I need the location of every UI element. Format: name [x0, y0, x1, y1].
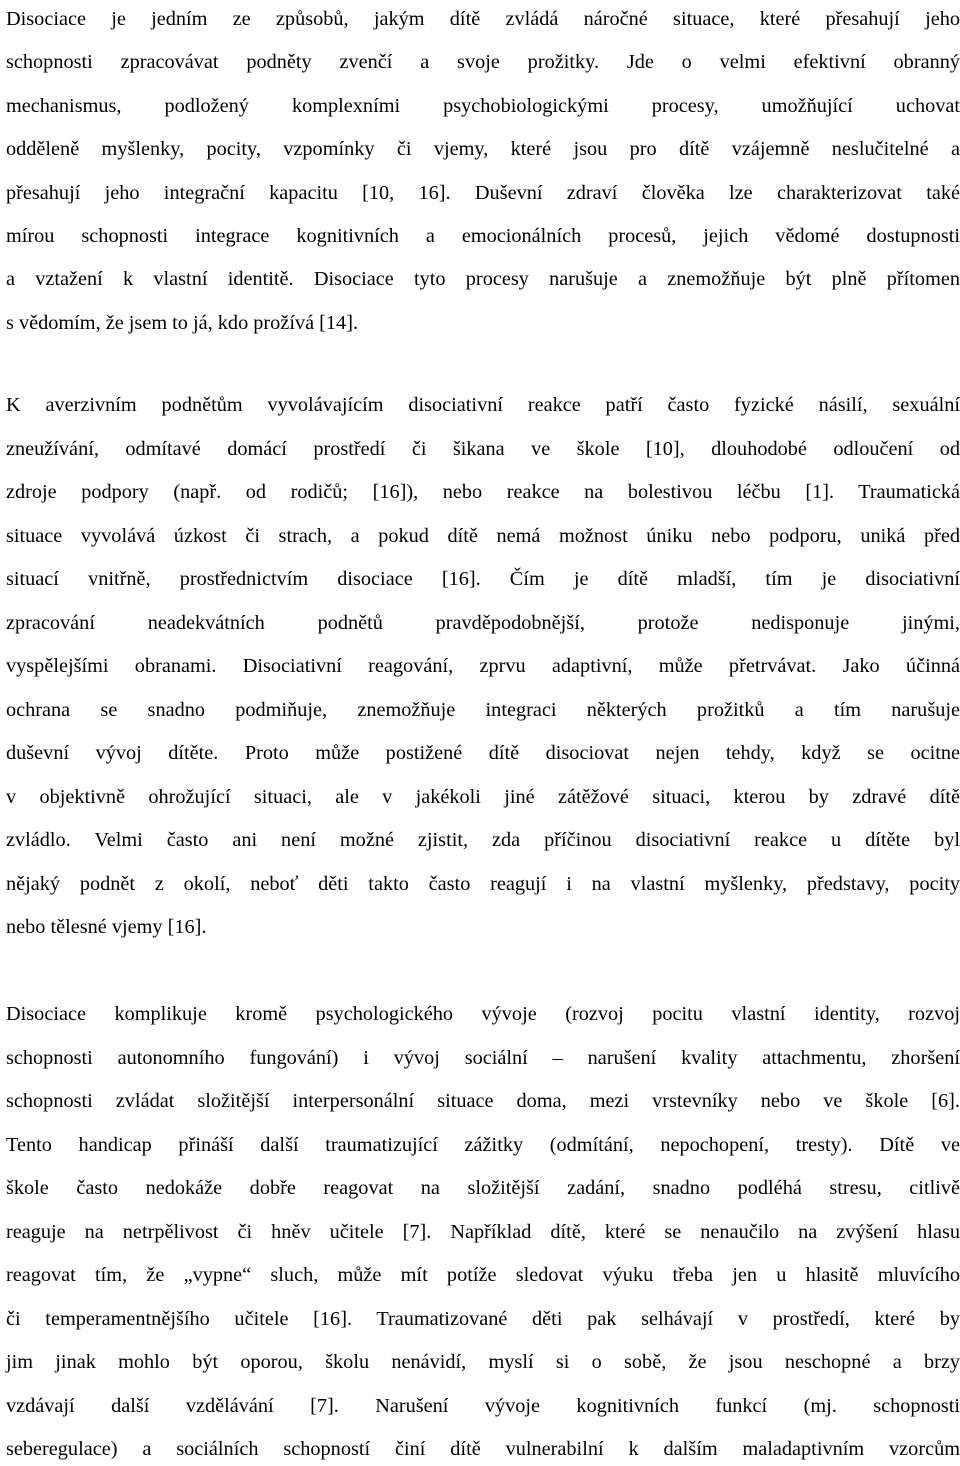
text-line: či temperamentnějšího učitele [16]. Traumatizované děti pak selhávají v prostředí, které by: [6, 1308, 960, 1330]
text-line: mechanismus, podložený komplexními psychobiologickými procesy, umožňující uchovat: [6, 95, 960, 117]
text-line: reaguje na netrpělivost či hněv učitele [7]. Například dítě, které se nenaučilo na zvýšení hlasu: [6, 1221, 960, 1243]
text-line: vzdávají další vzdělávání [7]. Narušení vývoje kognitivních funkcí (mj. schopnosti: [6, 1395, 960, 1417]
text-line: přesahují jeho integrační kapacitu [10, 16]. Duševní zdraví člověka lze charakterizovat také: [6, 182, 960, 204]
text-line: zdroje podpory (např. od rodičů; [16]), nebo reakce na bolestivou léčbu [1]. Traumatická: [6, 481, 960, 503]
text-line: zvládlo. Velmi často ani není možné zjistit, zda příčinou disociativní reakce u dítěte byl: [6, 829, 960, 851]
text-line: nebo tělesné vjemy [16].: [6, 916, 207, 938]
text-line: vyspělejšími obranami. Disociativní reagování, zprvu adaptivní, může přetrvávat. Jako účinná: [6, 655, 960, 677]
text-line: situace vyvolává úzkost či strach, a pokud dítě nemá možnost úniku nebo podporu, uniká před: [6, 525, 960, 547]
text-line: Tento handicap přináší další traumatizující zážitky (odmítání, nepochopení, tresty). Dítě ve: [6, 1134, 960, 1156]
text-line: zpracování neadekvátních podnětů pravděpodobnější, protože nedisponuje jinými,: [6, 612, 960, 634]
text-line: a vztažení k vlastní identitě. Disociace tyto procesy narušuje a znemožňuje být plně přítomen: [6, 268, 960, 290]
text-line: schopnosti autonomního fungování) i vývoj sociální – narušení kvality attachmentu, zhoršení: [6, 1047, 960, 1069]
text-line: K averzivním podnětům vyvolávajícím disociativní reakce patří často fyzické násilí, sexuální: [6, 394, 960, 416]
text-line: schopnosti zpracovávat podněty zvenčí a svoje prožitky. Jde o velmi efektivní obranný: [6, 51, 960, 73]
text-line: odděleně myšlenky, pocity, vzpomínky či vjemy, které jsou pro dítě vzájemně neslučitelné a: [6, 138, 960, 160]
text-line: seberegulace) a sociálních schopností činí dítě vulnerabilní k dalším maladaptivním vzorcům: [6, 1438, 960, 1460]
text-line: duševní vývoj dítěte. Proto může postižené dítě disociovat nejen tehdy, když se ocitne: [6, 742, 960, 764]
text-line: zneužívání, odmítavé domácí prostředí či šikana ve škole [10], dlouhodobé odloučení od: [6, 438, 960, 460]
text-line: situací vnitřně, prostřednictvím disociace [16]. Čím je dítě mladší, tím je disociativní: [6, 568, 960, 590]
text-line: v objektivně ohrožující situaci, ale v jakékoli jiné zátěžové situaci, kterou by zdravé dítě: [6, 786, 960, 808]
text-line: škole často nedokáže dobře reagovat na složitější zadání, snadno podléhá stresu, citlivě: [6, 1177, 960, 1199]
text-line: nějaký podnět z okolí, neboť děti takto často reagují i na vlastní myšlenky, představy, pocity: [6, 873, 960, 895]
text-line: Disociace komplikuje kromě psychologického vývoje (rozvoj pocitu vlastní identity, rozvoj: [6, 1003, 960, 1025]
text-line: s vědomím, že jsem to já, kdo prožívá [14].: [6, 312, 359, 334]
text-line: Disociace je jedním ze způsobů, jakým dítě zvládá náročné situace, které přesahují jeho: [6, 8, 960, 30]
text-line: reagovat tím, že „vypne“ sluch, může mít potíže sledovat výuku třeba jen u hlasitě mluvícího: [6, 1264, 960, 1286]
text-line: schopnosti zvládat složitější interpersonální situace doma, mezi vrstevníky nebo ve škole [6].: [6, 1090, 960, 1112]
text-line: mírou schopnosti integrace kognitivních a emocionálních procesů, jejich vědomé dostupnosti: [6, 225, 960, 247]
text-line: ochrana se snadno podmiňuje, znemožňuje integraci některých prožitků a tím narušuje: [6, 699, 960, 721]
text-line: jim jinak mohlo být oporou, školu nenávidí, myslí si o sobě, že jsou neschopné a brzy: [6, 1351, 960, 1373]
